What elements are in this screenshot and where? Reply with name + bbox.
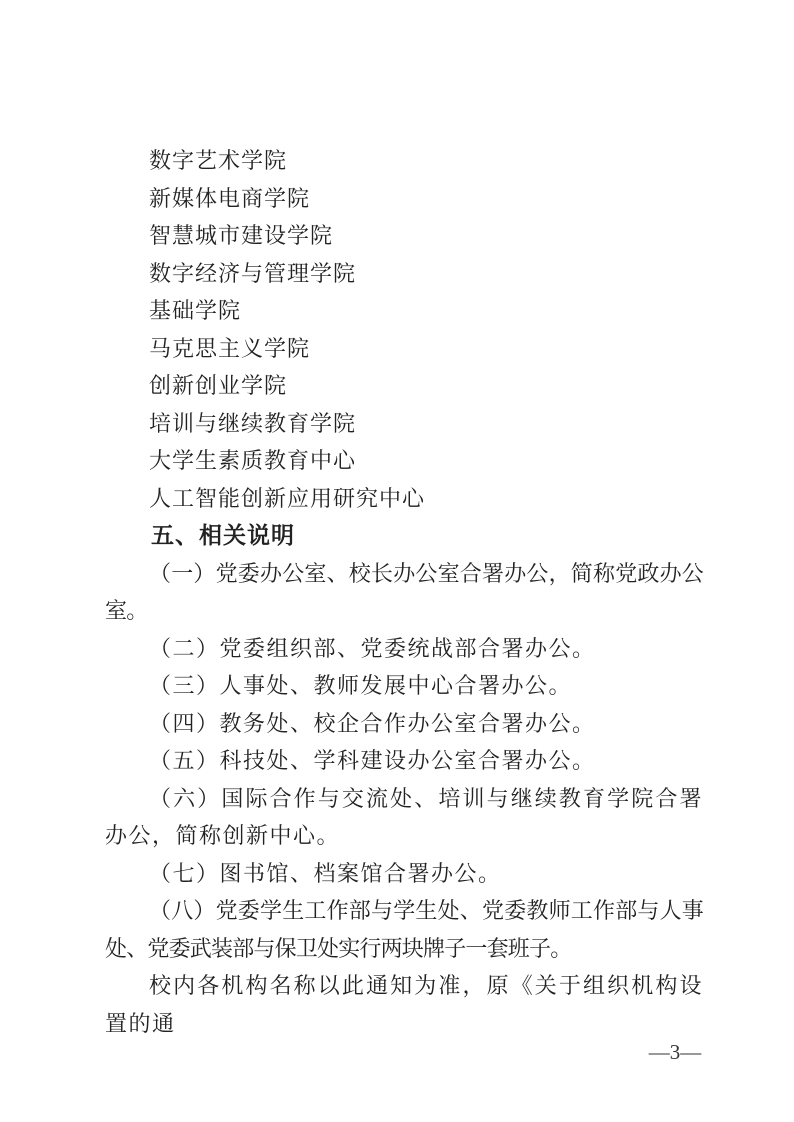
department-list-item: 数字艺术学院 [149, 148, 288, 173]
note-paragraph: （二）党委组织部、党委统战部合署办公。 [149, 635, 596, 661]
department-list-item: 大学生素质教育中心 [149, 448, 357, 473]
document-body [105, 142, 703, 1042]
department-list-item: 创新创业学院 [149, 373, 288, 398]
note-paragraph: （四）教务处、校企合作办公室合署办公。 [149, 710, 596, 736]
department-list-item: 人工智能创新应用研究中心 [149, 485, 426, 511]
note-paragraph: （六）国际合作与交流处、培训与继续教育学院合署办公，简称创新中心。 [105, 785, 703, 848]
note-paragraph: （一）党委办公室、校长办公室合署办公，简称党政办公室。 [105, 560, 703, 623]
note-paragraph: （八）党委学生工作部与学生处、党委教师工作部与人事处、党委武装部与保卫处实行两块牌子一套班子。 [105, 898, 703, 961]
department-list-item: 培训与继续教育学院 [149, 410, 357, 436]
department-list-item: 马克思主义学院 [149, 335, 311, 361]
closing-paragraph: 校内各机构名称以此通知为准，原《关于组织机构设置的通 [105, 973, 703, 1036]
department-list-item: 新媒体电商学院 [149, 185, 311, 211]
department-list-item: 数字经济与管理学院 [149, 260, 357, 286]
department-list-item: 智慧城市建设学院 [149, 223, 334, 248]
department-list-item: 基础学院 [149, 298, 242, 323]
notes-list [105, 555, 703, 968]
section-heading: 五、相关说明 [151, 522, 295, 548]
note-paragraph: （七）图书馆、档案馆合署办公。 [149, 860, 502, 886]
note-paragraph: （五）科技处、学科建设办公室合署办公。 [149, 748, 596, 773]
page-number: —3— [648, 1040, 702, 1064]
note-paragraph: （三）人事处、教师发展中心合署办公。 [149, 673, 573, 698]
department-list [105, 142, 703, 517]
